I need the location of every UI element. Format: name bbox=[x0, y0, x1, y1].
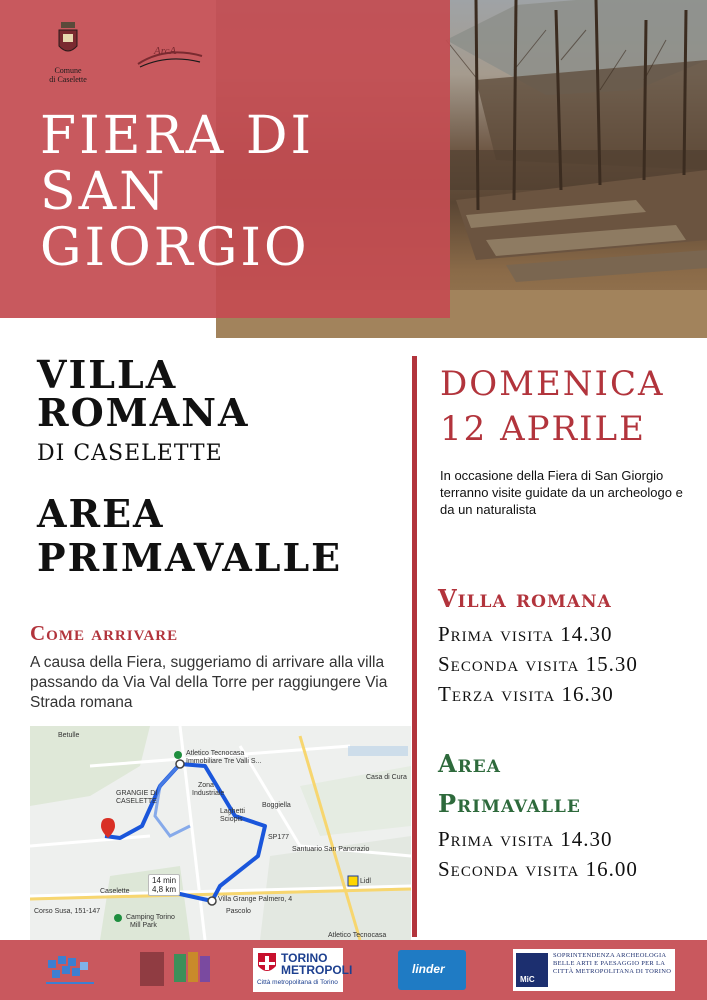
title-line-2: SAN bbox=[40, 162, 168, 222]
alpi-logo bbox=[136, 946, 214, 994]
page-title bbox=[40, 108, 440, 276]
map-label: Camping Torino bbox=[126, 914, 175, 921]
villa-subtitle: DI CASELETTE bbox=[37, 441, 223, 466]
area-schedule bbox=[438, 824, 638, 884]
map-label: Boggiella bbox=[262, 802, 291, 809]
cubes-logo bbox=[40, 946, 100, 994]
area-heading-line2: PRIMAVALLE bbox=[37, 535, 343, 580]
map-label: Sciopis bbox=[220, 816, 243, 823]
linder-label: linder bbox=[412, 962, 445, 976]
map-label: Betulle bbox=[58, 732, 80, 739]
comune-label-line2: di Caselette bbox=[49, 75, 87, 84]
map-label: Pascolo bbox=[226, 908, 251, 915]
villa-schedule bbox=[438, 619, 638, 709]
visit-item: Prima visita 14.30 bbox=[438, 827, 613, 851]
visit-item: Seconda visita 15.30 bbox=[438, 652, 638, 676]
map-label: Santuario San Pancrazio bbox=[292, 846, 370, 853]
soprintendenza-logo bbox=[513, 949, 675, 991]
map-label: Laghetti bbox=[220, 808, 245, 815]
directions-heading: Come arrivare bbox=[30, 621, 179, 645]
map-label: SP177 bbox=[268, 834, 290, 841]
coat-of-arms-icon bbox=[57, 22, 79, 58]
comune-logo bbox=[44, 22, 92, 84]
torino-line2: METROPOLI bbox=[281, 963, 353, 977]
visit-item: Seconda visita 16.00 bbox=[438, 857, 638, 881]
map-label: Villa Grange Palmero, 4 bbox=[218, 896, 293, 903]
torino-line1: TORINO bbox=[281, 951, 328, 965]
route-time: 14 min bbox=[152, 876, 177, 885]
area-primavalle-heading bbox=[37, 492, 342, 580]
map-label: Zona bbox=[198, 782, 214, 789]
map-label: GRANGIE DI bbox=[116, 790, 158, 797]
visit-item: Terza visita 16.30 bbox=[438, 682, 614, 706]
map-label: Mill Park bbox=[130, 922, 157, 929]
mic-label: MiC bbox=[520, 975, 535, 984]
arca-logo bbox=[136, 40, 206, 70]
route-time-badge[interactable] bbox=[148, 874, 180, 896]
event-date bbox=[440, 362, 665, 452]
directions-text: A causa della Fiera, suggeriamo di arrivare alla villa passando da Via Val della Torre per raggiungere Via Strada romana bbox=[30, 654, 388, 711]
area-heading-line1: AREA bbox=[37, 491, 165, 536]
soprintendenza-label: SOPRINTENDENZA ARCHEOLOGIA BELLE ARTI E PAESAGGIO PER LA CITTÀ METROPOLITANA DI TORINO bbox=[553, 952, 672, 975]
map-label: Lidl bbox=[360, 878, 371, 885]
area-schedule-heading bbox=[438, 744, 581, 824]
title-line-1: FIERA DI bbox=[40, 106, 315, 166]
event-day: DOMENICA bbox=[440, 364, 665, 404]
linder-logo bbox=[398, 950, 466, 990]
villa-schedule-heading: Villa romana bbox=[438, 584, 612, 613]
area-schedule-line1: Area bbox=[438, 749, 501, 778]
torino-subtitle: Città metropolitana di Torino bbox=[257, 979, 338, 986]
arca-logo-text: ArcA bbox=[154, 45, 177, 57]
visit-item: Prima visita 14.30 bbox=[438, 622, 613, 646]
map-label: Atletico Tecnocasa bbox=[328, 932, 387, 939]
map-label: Industriale bbox=[192, 790, 225, 797]
comune-label-line1: Comune bbox=[54, 66, 82, 75]
map-label: Corso Susa, 151-147 bbox=[34, 908, 101, 915]
torino-shield-icon bbox=[257, 952, 277, 976]
map-label: CASELETTE bbox=[116, 798, 157, 805]
area-schedule-line2: Primavalle bbox=[438, 789, 581, 818]
villa-romana-heading bbox=[37, 352, 250, 435]
mic-icon bbox=[516, 953, 548, 987]
event-intro: In occasione della Fiera di San Giorgio terranno visite guidate da un archeologo e da un naturalista bbox=[440, 468, 683, 517]
map-label: Casa di Cura bbox=[366, 774, 407, 781]
villa-heading-line2: ROMANA bbox=[37, 390, 250, 435]
map-label: Immobiliare Tre Valli S... bbox=[186, 758, 262, 765]
event-month: 12 APRILE bbox=[440, 409, 646, 449]
route-distance: 4,8 km bbox=[152, 885, 177, 894]
villa-heading-line1: VILLA bbox=[37, 352, 178, 397]
map-label: Caselette bbox=[100, 888, 130, 895]
sponsor-footer bbox=[0, 940, 707, 1000]
route-map[interactable] bbox=[30, 726, 411, 940]
map-label: Atletico Tecnocasa bbox=[186, 750, 245, 757]
column-divider bbox=[412, 356, 417, 937]
torino-metropoli-logo bbox=[253, 948, 353, 992]
title-line-3: GIORGIO bbox=[40, 218, 310, 278]
